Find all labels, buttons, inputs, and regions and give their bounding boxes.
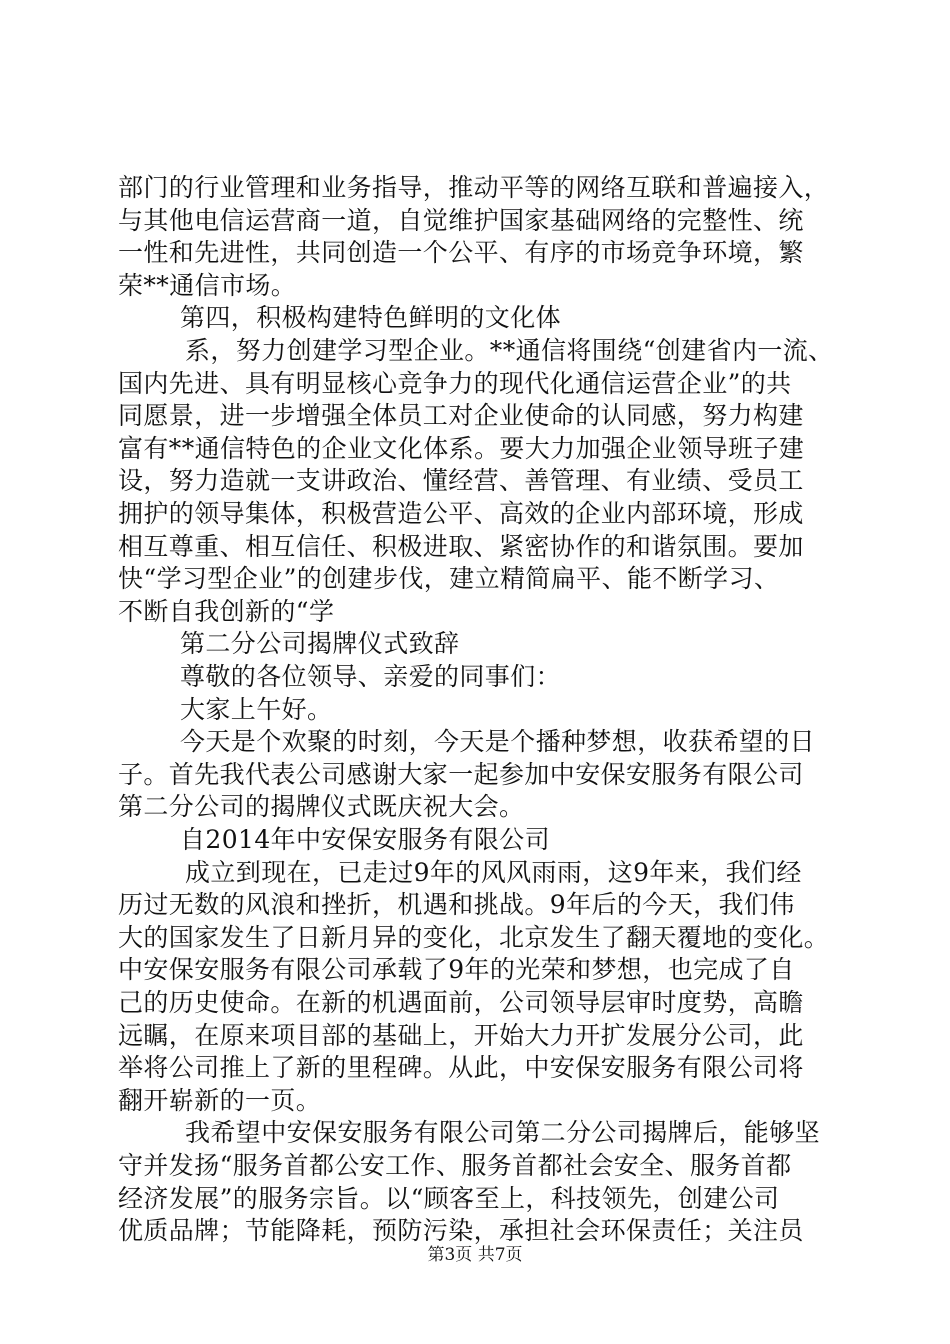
text-line: 守并发扬“服务首都公安工作、服务首都社会安全、服务首都 (118, 1151, 792, 1180)
text-line: 荣**通信市场。 (118, 270, 297, 300)
text-line: 远瞩，在原来项目部的基础上，开始大力开扩发展分公司，此 (118, 1020, 804, 1050)
text-line: 不断自我创新的“学 (118, 596, 335, 626)
text-line: 部门的行业管理和业务指导，推动平等的网络互联和普遍接入， (118, 173, 830, 202)
text-line: 相互尊重、相互信任、积极进取、紧密协作的和谐氛围。要加 (118, 531, 804, 561)
text-line: 第二分公司的揭牌仪式既庆祝大会。 (118, 792, 525, 822)
text-line: 一性和先进性，共同创造一个公平、有序的市场竞争环境，繁 (118, 238, 804, 268)
text-line: 系，努力创建学习型企业。**通信将围绕“创建省内一流、 (185, 336, 834, 365)
text-line: 快“学习型企业”的创建步伐，建立精简扁平、能不断学习、 (118, 564, 780, 594)
greeting: 大家上午好。 (180, 694, 333, 724)
text-line: 富有**通信特色的企业文化体系。要大力加强企业领导班子建 (118, 433, 805, 463)
text-line: 拥护的领导集体，积极营造公平、高效的企业内部环境，形成 (118, 499, 804, 528)
text-line: 国内先进、具有明显核心竞争力的现代化通信运营企业”的共 (118, 368, 792, 398)
text-line: 经济发展”的服务宗旨。以“顾客至上，科技领先，创建公司 (118, 1183, 780, 1213)
text-line: 自2014年中安保安服务有限公司 (180, 825, 551, 854)
text-line: 我希望中安保安服务有限公司第二分公司揭牌后，能够坚 (185, 1118, 821, 1148)
text-line: 今天是个欢聚的时刻，今天是个播种梦想，收获希望的日 (180, 727, 816, 757)
text-line: 子。首先我代表公司感谢大家一起参加中安保安服务有限公司 (118, 759, 804, 789)
text-line: 与其他电信运营商一道，自觉维护国家基础网络的完整性、统 (118, 205, 804, 235)
text-line: 翻开崭新的一页。 (118, 1085, 322, 1115)
text-line: 成立到现在，已走过9年的风风雨雨，这9年来，我们经 (185, 857, 802, 887)
text-line: 优质品牌；节能降耗，预防污染，承担社会环保责任；关注员 (118, 1216, 804, 1246)
text-line: 己的历史使命。在新的机遇面前，公司领导层审时度势，高瞻 (118, 988, 804, 1017)
text-line: 大的国家发生了日新月异的变化，北京发生了翻天覆地的变化。 (118, 922, 830, 952)
salutation: 尊敬的各位领导、亲爱的同事们： (180, 662, 562, 691)
text-line: 举将公司推上了新的里程碑。从此，中安保安服务有限公司将 (118, 1053, 804, 1083)
text-line: 同愿景，进一步增强全体员工对企业使命的认同感，努力构建 (118, 401, 804, 431)
section-heading: 第四，积极构建特色鲜明的文化体 (180, 303, 562, 333)
text-line: 中安保安服务有限公司承载了9年的光荣和梦想，也完成了自 (118, 955, 795, 985)
text-line: 历过无数的风浪和挫折，机遇和挑战。9年后的今天，我们伟 (118, 890, 795, 920)
page-number: 第3页 共7页 (427, 1245, 523, 1265)
text-line: 设，努力造就一支讲政治、懂经营、善管理、有业绩、受员工 (118, 466, 804, 496)
speech-title: 第二分公司揭牌仪式致辞 (180, 629, 460, 659)
